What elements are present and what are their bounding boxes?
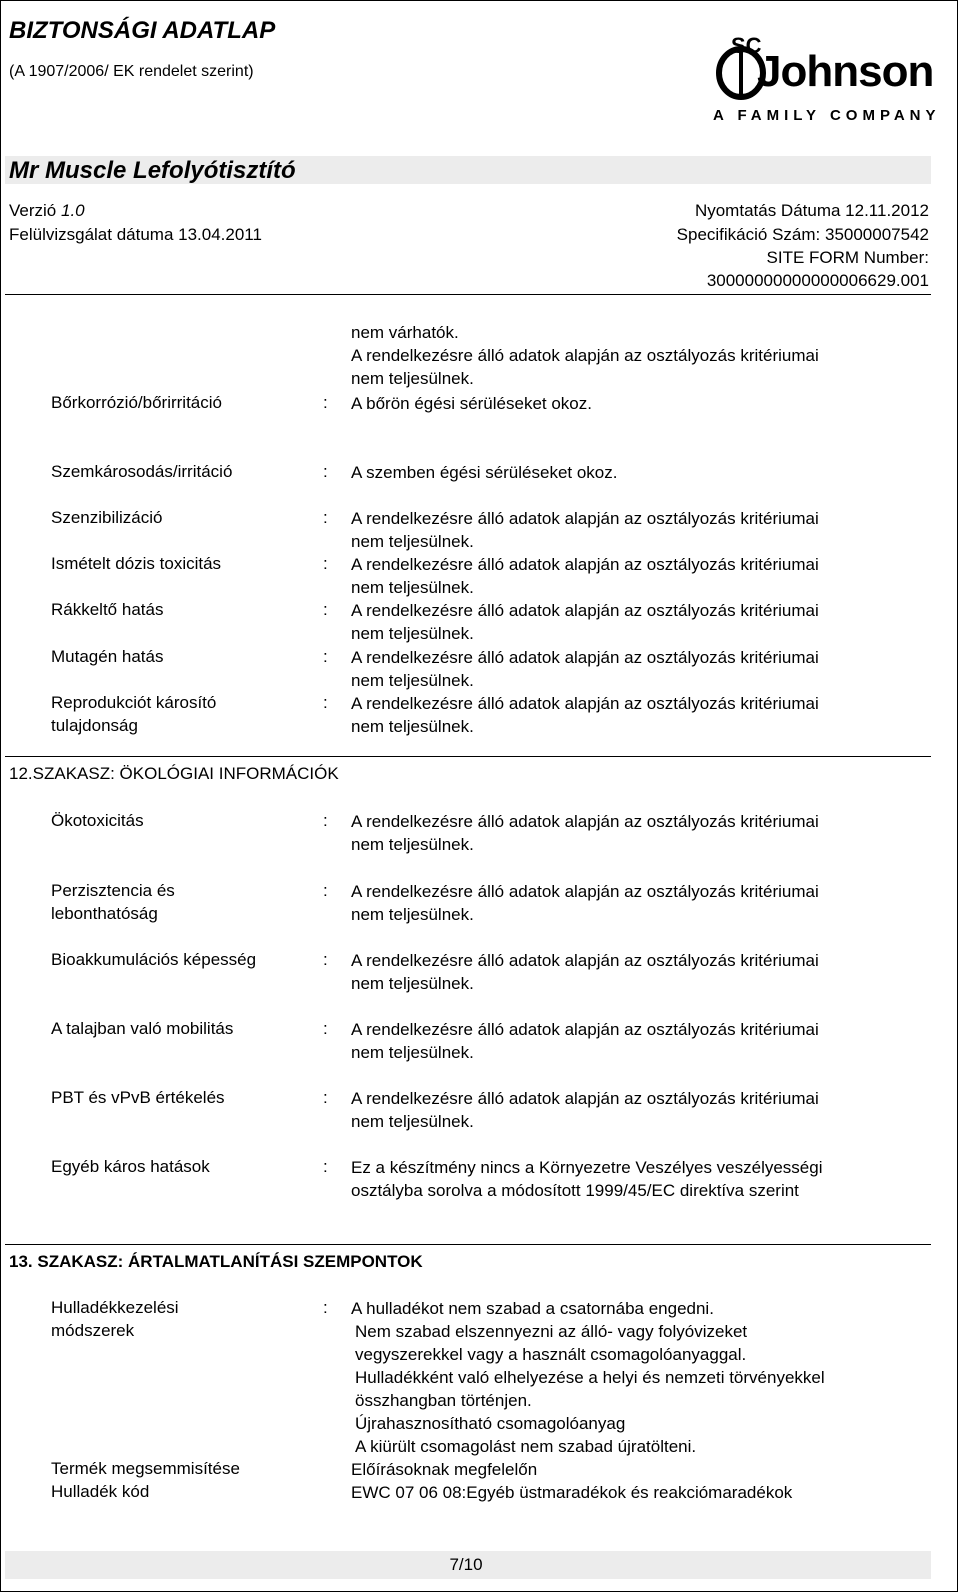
row-colon: : [323,462,328,481]
row-value-cont: nem teljesülnek. [351,974,474,993]
version-value: 1.0 [60,201,85,220]
row-value: Ez a készítmény nincs a Környezetre Veszélyes veszélyességi [351,1158,823,1177]
row-label-cont: lebonthatóság [51,904,158,923]
row-value: A rendelkezésre álló adatok alapján az osztályozás kritériumai [351,601,819,620]
print-date: Nyomtatás Dátuma 12.11.2012 [694,201,929,220]
row-label: Rákkeltő hatás [51,600,164,619]
row-value-cont: nem teljesülnek. [351,532,474,551]
row-label: Szenzibilizáció [51,508,163,527]
version [9,201,85,221]
row-label-cont: tulajdonság [51,716,138,735]
row-colon: : [323,1157,328,1176]
row-value: A rendelkezésre álló adatok alapján az osztályozás kritériumai [351,555,819,574]
row-colon: : [323,1088,328,1107]
row-value: A bőrön égési sérüléseket okoz. [351,394,592,413]
logo-johnson-text: Johnson [757,47,934,96]
row-label: Bioakkumulációs képesség [51,950,257,969]
logo-sc-text: SC [731,33,762,58]
row-colon: : [323,881,328,900]
waste-line: A hulladékot nem szabad a csatornába engedni. [351,1299,714,1318]
header-divider [5,294,931,295]
waste-line: vegyszerekkel vagy a használt csomagolóanyaggal. [355,1345,747,1364]
row-value: A rendelkezésre álló adatok alapján az osztályozás kritériumai [351,648,819,667]
version-label: Verzió [9,201,57,220]
row-value-cont: osztályba sorolva a módosított 1999/45/EC direktíva szerint [351,1181,799,1200]
row-label: Reprodukciót károsító [51,693,217,712]
row-colon: : [323,1298,328,1317]
row-value-cont: nem teljesülnek. [351,905,474,924]
logo-tagline: A FAMILY COMPANY [713,107,941,124]
section-12-rule [5,756,931,757]
waste-line: összhangban történjen. [355,1391,532,1410]
section-12-heading: 12.SZAKASZ: ÖKOLÓGIAI INFORMÁCIÓK [9,764,339,783]
section-13-rule [5,1244,931,1245]
row-label-cont: módszerek [51,1321,135,1340]
row-label: Ökotoxicitás [51,811,144,830]
row-value: A rendelkezésre álló adatok alapján az osztályozás kritériumai [351,812,819,831]
continuation-line: A rendelkezésre álló adatok alapján az osztályozás kritériumai [351,346,819,365]
row-colon: : [323,508,328,527]
row-value: A rendelkezésre álló adatok alapján az osztályozás kritériumai [351,1089,819,1108]
site-form-value: 30000000000000006629.001 [706,271,929,290]
row-label: A talajban való mobilitás [51,1019,234,1038]
row-colon: : [323,693,328,712]
section-13-heading: 13. SZAKASZ: ÁRTALMATLANÍTÁSI SZEMPONTOK [9,1252,423,1271]
row-value-cont: nem teljesülnek. [351,624,474,643]
row-label: Mutagén hatás [51,647,164,666]
row-value: A rendelkezésre álló adatok alapján az osztályozás kritériumai [351,509,819,528]
site-form-label: SITE FORM Number: [766,248,929,267]
row-value-cont: nem teljesülnek. [351,717,474,736]
row-label: Szemkárosodás/irritáció [51,462,233,481]
row-label: Termék megsemmisítése [51,1459,240,1478]
row-value: A rendelkezésre álló adatok alapján az osztályozás kritériumai [351,882,819,901]
row-label: Ismételt dózis toxicitás [51,554,222,573]
page-number: 7/10 [449,1555,483,1574]
continuation-line: nem várhatók. [351,323,459,342]
row-colon: : [323,950,328,969]
row-value-cont: nem teljesülnek. [351,1112,474,1131]
continuation-line: nem teljesülnek. [351,369,474,388]
row-label: PBT és vPvB értékelés [51,1088,225,1107]
product-name: Mr Muscle Lefolyótisztító [9,157,296,184]
document-title: BIZTONSÁGI ADATLAP [9,17,276,44]
row-label: Perzisztencia és [51,881,175,900]
waste-line: Hulladékként való elhelyezése a helyi és nemzeti törvényekkel [355,1368,825,1387]
waste-line: Újrahasznosítható csomagolóanyag [355,1414,626,1433]
row-label: Egyéb káros hatások [51,1157,210,1176]
row-colon: : [323,811,328,830]
row-value: EWC 07 06 08:Egyéb üstmaradékok és reakciómaradékok [351,1483,793,1502]
row-colon: : [323,1019,328,1038]
row-label: Hulladék kód [51,1482,150,1501]
row-colon: : [323,554,328,573]
row-value-cont: nem teljesülnek. [351,835,474,854]
row-label: Hulladékkezelési [51,1298,179,1317]
spec-number: Specifikáció Szám: 35000007542 [676,225,929,244]
row-value: A rendelkezésre álló adatok alapján az osztályozás kritériumai [351,694,819,713]
row-colon: : [323,647,328,666]
revision-date: Felülvizsgálat dátuma 13.04.2011 [9,225,262,244]
row-value-cont: nem teljesülnek. [351,1043,474,1062]
sc-johnson-logo [713,31,941,131]
row-value: A rendelkezésre álló adatok alapján az osztályozás kritériumai [351,1020,819,1039]
row-label: Bőrkorrózió/bőrirritáció [51,393,222,412]
row-value-cont: nem teljesülnek. [351,671,474,690]
row-value: Előírásoknak megfelelőn [351,1460,538,1479]
row-colon: : [323,600,328,619]
regulation-reference: (A 1907/2006/ EK rendelet szerint) [9,63,254,80]
waste-line: Nem szabad elszennyezni az álló- vagy folyóvizeket [355,1322,748,1341]
row-value: A rendelkezésre álló adatok alapján az osztályozás kritériumai [351,951,819,970]
row-value: A szemben égési sérüléseket okoz. [351,463,618,482]
waste-line: A kiürült csomagolást nem szabad újratölteni. [355,1437,697,1456]
row-value-cont: nem teljesülnek. [351,578,474,597]
row-colon: : [323,393,328,412]
